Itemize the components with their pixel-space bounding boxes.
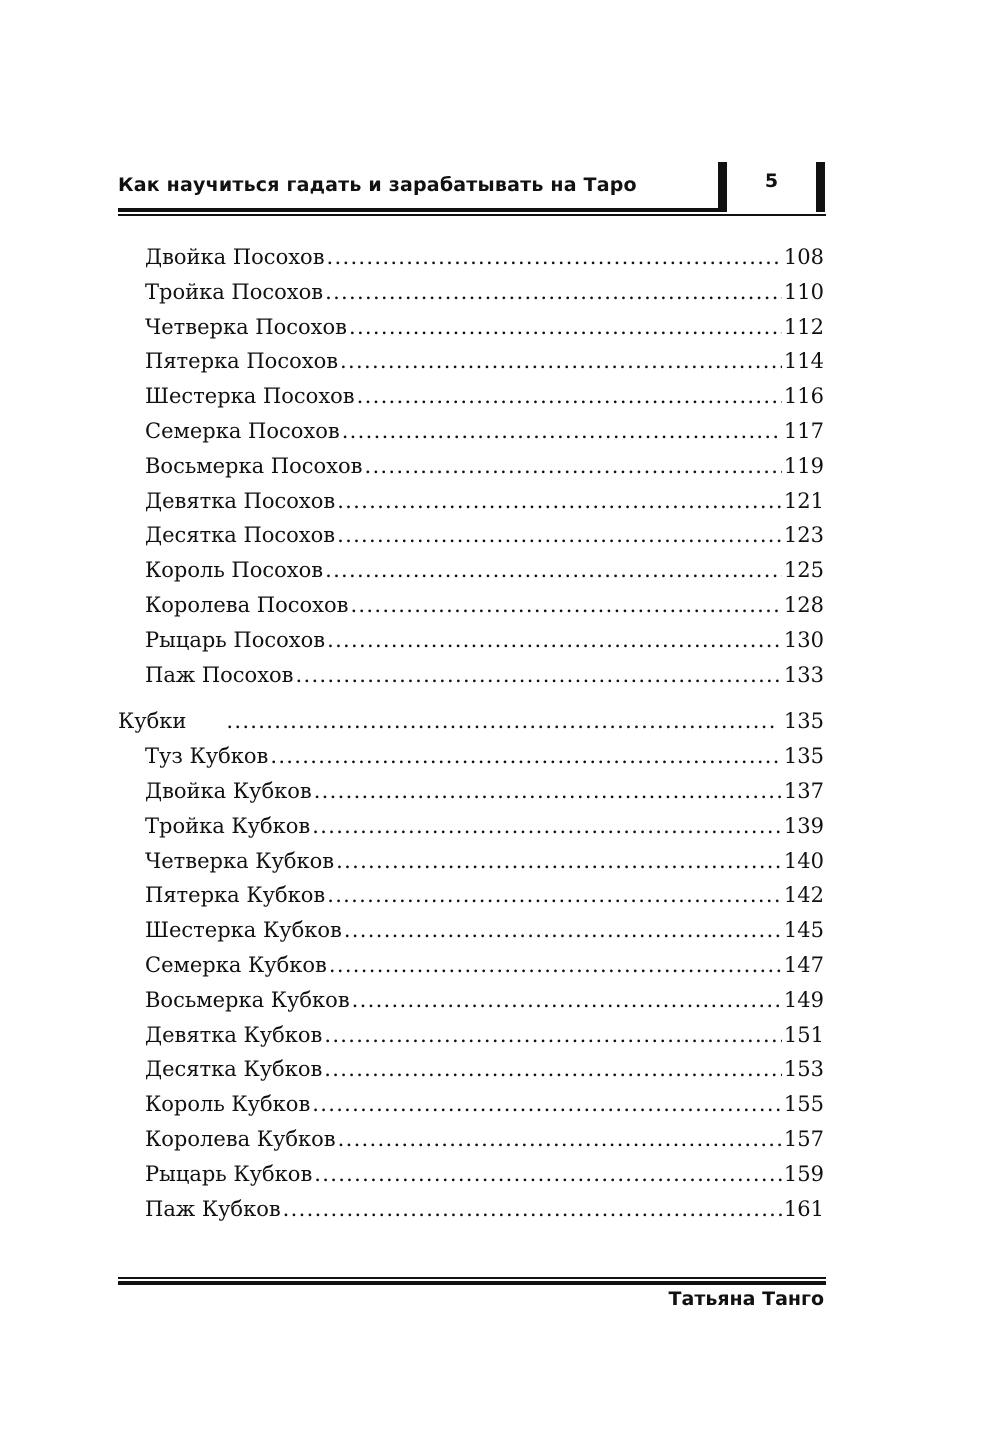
- footer-rule-thick: [118, 1281, 826, 1285]
- dot-leader: [349, 310, 782, 345]
- toc-entry: [118, 878, 824, 913]
- dot-leader: [226, 704, 776, 739]
- dot-leader: [314, 1157, 782, 1192]
- cups-entries: [118, 739, 824, 1226]
- toc-entry: [118, 913, 824, 948]
- toc-entry: [118, 1018, 824, 1053]
- dot-leader: [337, 518, 782, 553]
- toc-entry: [118, 1157, 824, 1192]
- toc-entry-page: 151: [783, 1022, 824, 1047]
- toc-entry-label: Король Кубков: [145, 1092, 311, 1117]
- toc-entry-label: Семерка Посохов: [145, 418, 340, 443]
- toc-entry: [118, 809, 824, 844]
- toc-entry-label: Паж Кубков: [145, 1196, 281, 1221]
- toc-entry-page: 161: [783, 1196, 824, 1221]
- toc-entry-label: Четверка Кубков: [145, 848, 335, 873]
- dot-leader: [296, 658, 782, 693]
- toc-entry-page: 117: [783, 418, 824, 443]
- dot-leader: [283, 1192, 782, 1227]
- toc-entry-label: Тройка Посохов: [145, 279, 324, 304]
- toc-entry-page: 114: [783, 349, 824, 374]
- dot-leader: [352, 983, 782, 1018]
- toc-entry-label: Четверка Посохов: [145, 314, 347, 339]
- dot-leader: [342, 414, 782, 449]
- page-number-frame-right: [816, 162, 825, 212]
- toc-entry-page: 153: [783, 1057, 824, 1082]
- book-title: Как научиться гадать и зарабатывать на Таро: [118, 174, 637, 196]
- toc-entry: [118, 774, 824, 809]
- toc-entry-page: 119: [783, 453, 824, 478]
- toc-entry-page: 147: [783, 952, 824, 977]
- toc-entry-page: 149: [783, 987, 824, 1012]
- toc-entry-page: 125: [783, 558, 824, 583]
- toc-entry: [118, 553, 824, 588]
- dot-leader: [324, 1018, 782, 1053]
- toc-entry: [118, 1087, 824, 1122]
- toc-entry: [118, 1192, 824, 1227]
- dot-leader: [327, 623, 782, 658]
- dot-leader: [325, 275, 782, 310]
- toc-entry-label: Шестерка Кубков: [145, 918, 342, 943]
- toc-entry-label: Восьмерка Посохов: [145, 453, 363, 478]
- header-rule-thin: [118, 214, 826, 216]
- toc-entry-page: 121: [783, 488, 824, 513]
- toc-entry-label: Девятка Посохов: [145, 488, 336, 513]
- table-of-contents: [118, 240, 824, 1226]
- toc-entry: [118, 310, 824, 345]
- dot-leader: [350, 588, 781, 623]
- dot-leader: [336, 844, 782, 879]
- toc-entry: [118, 1122, 824, 1157]
- toc-entry-page: 135: [783, 744, 824, 769]
- toc-entry-label: Двойка Посохов: [145, 245, 325, 269]
- dot-leader: [312, 809, 782, 844]
- toc-entry: [118, 844, 824, 879]
- dot-leader: [357, 379, 782, 414]
- toc-entry-label: Девятка Кубков: [145, 1022, 323, 1047]
- toc-entry-label: Королева Посохов: [145, 592, 349, 617]
- toc-entry-label: Пятерка Посохов: [145, 349, 339, 374]
- dot-leader: [324, 1052, 782, 1087]
- toc-entry-page: 133: [783, 662, 824, 687]
- toc-entry-label: Королева Кубков: [145, 1126, 336, 1151]
- toc-entry-page: 140: [783, 848, 824, 873]
- toc-entry-label: Пятерка Кубков: [145, 883, 326, 908]
- author-name: Татьяна Танго: [668, 1288, 824, 1310]
- toc-entry: [118, 588, 824, 623]
- toc-entry-page: 123: [783, 523, 824, 548]
- toc-entry-page: 142: [783, 883, 824, 908]
- dot-leader: [325, 553, 782, 588]
- toc-entry: [118, 948, 824, 983]
- running-header: [118, 160, 826, 216]
- toc-entry: [118, 658, 824, 693]
- header-rule-thick: [118, 208, 718, 212]
- toc-entry-label: Двойка Кубков: [145, 778, 312, 803]
- dot-leader: [340, 344, 782, 379]
- toc-entry-label: Тройка Кубков: [145, 813, 311, 838]
- toc-entry-page: 116: [783, 384, 824, 409]
- toc-entry-page: 157: [783, 1126, 824, 1151]
- dot-leader: [312, 1087, 782, 1122]
- toc-entry: [118, 240, 824, 275]
- dot-leader: [338, 1122, 782, 1157]
- toc-entry-label: Король Посохов: [145, 558, 324, 583]
- toc-entry: [118, 484, 824, 519]
- page-number: 5: [764, 170, 779, 192]
- toc-entry-page: 130: [783, 627, 824, 652]
- dot-leader: [327, 240, 782, 275]
- toc-entry: [118, 414, 824, 449]
- toc-entry-page: 145: [783, 918, 824, 943]
- page-number-frame-left: [718, 162, 727, 212]
- toc-section-cups: [118, 704, 824, 739]
- toc-entry-page: 128: [783, 592, 824, 617]
- toc-entry-page: 112: [783, 314, 824, 339]
- toc-entry-label: Паж Посохов: [145, 662, 294, 687]
- toc-entry-label: Десятка Посохов: [145, 523, 336, 548]
- toc-entry-label: Рыцарь Посохов: [145, 627, 326, 652]
- toc-entry: [118, 344, 824, 379]
- dot-leader: [364, 449, 781, 484]
- toc-entry-page: 108: [783, 245, 824, 269]
- toc-entry: [118, 1052, 824, 1087]
- dot-leader: [344, 913, 782, 948]
- toc-entry-page: 110: [783, 279, 824, 304]
- toc-entry: [118, 518, 824, 553]
- toc-entry-label: Восьмерка Кубков: [145, 987, 350, 1012]
- toc-entry-label: Рыцарь Кубков: [145, 1161, 313, 1186]
- toc-entry-page: 159: [783, 1161, 824, 1186]
- dot-leader: [337, 484, 782, 519]
- toc-entry: [118, 623, 824, 658]
- toc-entry-page: 137: [783, 778, 824, 803]
- toc-entry: [118, 275, 824, 310]
- dot-leader: [329, 948, 782, 983]
- toc-section-page: 135: [783, 709, 824, 734]
- dot-leader: [327, 878, 782, 913]
- toc-entry-label: Шестерка Посохов: [145, 384, 355, 409]
- toc-entry: [118, 983, 824, 1018]
- toc-entry-page: 155: [783, 1092, 824, 1117]
- toc-entry: [118, 449, 824, 484]
- wands-entries: [118, 240, 824, 692]
- toc-entry-label: Семерка Кубков: [145, 952, 327, 977]
- dot-leader: [270, 739, 782, 774]
- toc-entry-label: Десятка Кубков: [145, 1057, 323, 1082]
- toc-entry: [118, 739, 824, 774]
- dot-leader: [314, 774, 782, 809]
- toc-section-label: Кубки: [118, 709, 187, 734]
- toc-entry: [118, 379, 824, 414]
- toc-entry-label: Туз Кубков: [145, 744, 269, 769]
- toc-entry-page: 139: [783, 813, 824, 838]
- footer-rule-thin: [118, 1277, 826, 1279]
